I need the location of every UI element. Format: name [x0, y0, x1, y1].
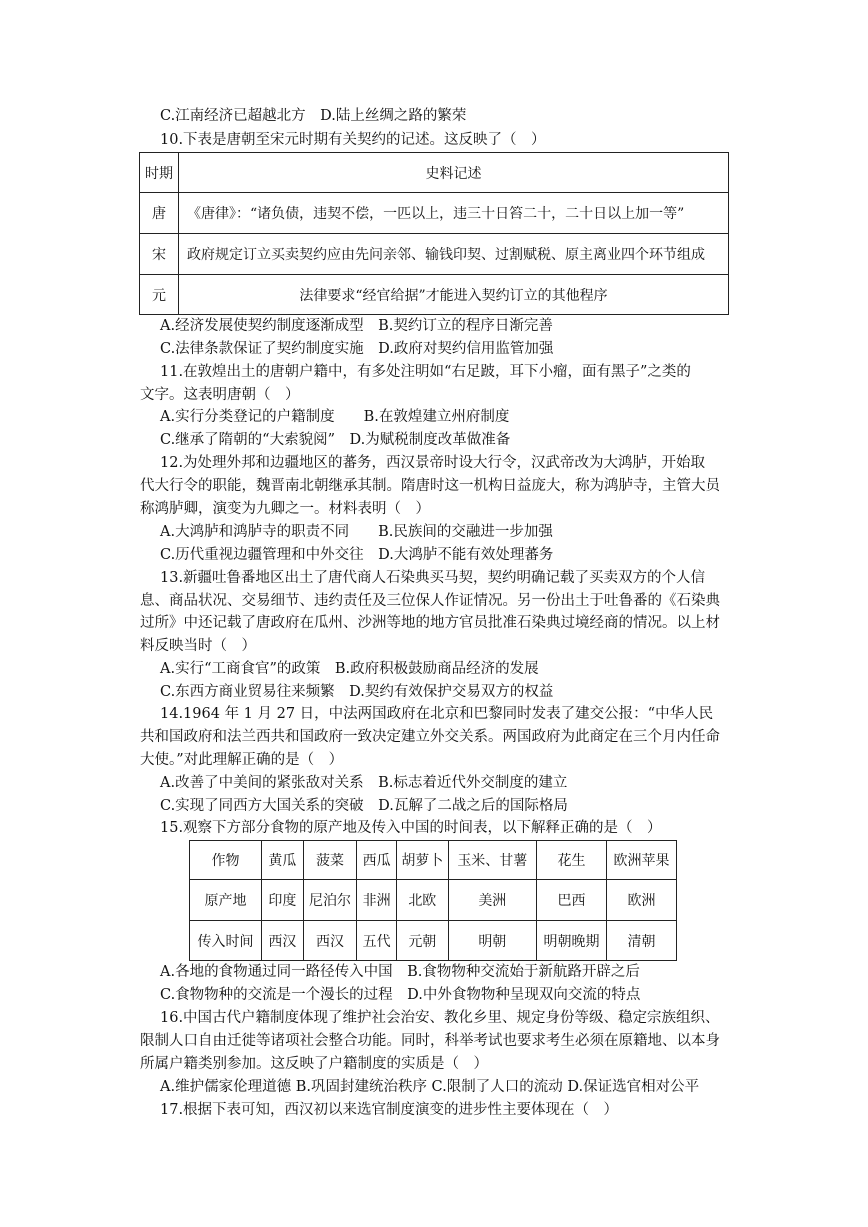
q11-stem-line: 11.在敦煌出土的唐朝户籍中，有多处注明如“右足跛，耳下小瘤，面有黑子”之类的 — [160, 364, 691, 380]
q14-stem-line: 14.1964 年 1 月 27 日，中法两国政府在北京和巴黎同时发表了建交公报：“中华人民 — [160, 706, 714, 722]
q12-options-cd: C.历代重视边疆管理和中外交往 D.大鸿胪不能有效处理蕃务 — [160, 547, 554, 563]
q14-stem-line: 大使。”对此理解正确的是（ ） — [140, 752, 344, 768]
table-cell: 元朝 — [396, 921, 448, 961]
q17-stem: 17.根据下表可知，西汉初以来选官制度演变的进步性主要体现在（ ） — [160, 1102, 619, 1118]
table-cell: 印度 — [262, 880, 304, 921]
q14-options-cd: C.实现了同西方大国关系的突破 D.瓦解了二战之后的国际格局 — [160, 798, 568, 814]
q15-table — [189, 840, 677, 961]
q13-stem-line: 13.新疆吐鲁番地区出土了唐代商人石染典买马契，契约明确记载了买卖双方的个人信 — [160, 570, 706, 586]
table-cell: 花生 — [536, 841, 606, 880]
table-cell: 尼泊尔 — [303, 880, 357, 921]
q16-stem-line: 16.中国古代户籍制度体现了维护社会治安、教化乡里、规定身份等级、稳定宗族组织、 — [160, 1010, 720, 1026]
table-cell: 欧洲 — [606, 880, 676, 921]
q10-table — [139, 152, 729, 315]
table-cell: 法律要求“经官给据”才能进入契约订立的其他程序 — [179, 275, 729, 315]
table-cell: 五代 — [357, 921, 397, 961]
table-cell: 传入时间 — [190, 921, 262, 961]
q15-stem: 15.观察下方部分食物的原产地及传入中国的时间表，以下解释正确的是（ ） — [160, 820, 662, 836]
q10-stem: 10.下表是唐朝至宋元时期有关契约的记述。这反映了（ ） — [160, 132, 546, 148]
table-row — [190, 880, 677, 921]
q16-options: A.维护儒家伦理道德 B.巩固封建统治秩序 C.限制了人口的流动 D.保证选官相对公平 — [160, 1079, 700, 1095]
table-cell: 元 — [140, 275, 179, 315]
q12-stem-line: 12.为处理外邦和边疆地区的蕃务，西汉景帝时设大行令，汉武帝改为大鸿胪，开始取 — [160, 455, 706, 471]
table-cell: 宋 — [140, 234, 179, 275]
q12-stem-line: 称鸿胪卿，演变为九卿之一。材料表明（ ） — [140, 501, 430, 517]
table-cell: 唐 — [140, 193, 179, 234]
table-row — [190, 921, 677, 961]
table-header-row — [140, 153, 729, 193]
table-cell: 西瓜 — [357, 841, 397, 880]
q11-options-ab: A.实行分类登记的户籍制度 B.在敦煌建立州府制度 — [160, 409, 510, 425]
q14-options-ab: A.改善了中美间的紧张敌对关系 B.标志着近代外交制度的建立 — [160, 775, 568, 791]
table-cell: 非洲 — [357, 880, 397, 921]
table-cell: 《唐律》：“诸负债，违契不偿，一匹以上，违三十日笞二十，二十日以上加一等” — [179, 193, 729, 234]
q12-stem-line: 代大行令的职能，魏晋南北朝继承其制。隋唐时这一机构日益庞大，称为鸿胪寺，主管大员 — [140, 478, 720, 494]
q15-options-cd: C.食物物种的交流是一个漫长的过程 D.中外食物物种呈现双向交流的特点 — [160, 987, 641, 1003]
q11-options-cd: C.继承了隋朝的“大索貌阅” D.为赋税制度改革做准备 — [160, 432, 511, 448]
q13-options-cd: C.东西方商业贸易往来频繁 D.契约有效保护交易双方的权益 — [160, 684, 554, 700]
table-cell: 政府规定订立买卖契约应由先问亲邻、输钱印契、过割赋税、原主离业四个环节组成 — [179, 234, 729, 275]
table-cell: 欧洲苹果 — [606, 841, 676, 880]
table-cell: 北欧 — [396, 880, 448, 921]
q15-options-ab: A.各地的食物通过同一路径传入中国 B.食物物种交流始于新航路开辟之后 — [160, 964, 640, 980]
table-row — [190, 841, 677, 880]
q11-stem-line: 文字。这表明唐朝（ ） — [140, 387, 300, 403]
table-cell: 原产地 — [190, 880, 262, 921]
table-cell: 作物 — [190, 841, 262, 880]
table-cell: 清朝 — [606, 921, 676, 961]
q14-stem-line: 共和国政府和法兰西共和国政府一致决定建立外交关系。两国政府为此商定在三个月内任命 — [140, 729, 720, 745]
q9-options-cd: C.江南经济已超越北方 D.陆上丝绸之路的繁荣 — [160, 108, 467, 124]
q16-stem-line: 限制人口自由迁徙等诸项社会整合功能。同时，科举考试也要求考生必须在原籍地、以本身 — [140, 1033, 720, 1049]
table-row — [140, 234, 729, 275]
table-cell: 西汉 — [303, 921, 357, 961]
q13-stem-line: 料反映当时（ ） — [140, 638, 256, 654]
table-cell: 玉米、甘薯 — [448, 841, 536, 880]
table-cell: 西汉 — [262, 921, 304, 961]
q13-options-ab: A.实行“工商食官”的政策 B.政府积极鼓励商品经济的发展 — [160, 661, 539, 677]
q12-options-ab: A.大鸿胪和鸿胪寺的职责不同 B.民族间的交融进一步加强 — [160, 524, 553, 540]
table-cell: 美洲 — [448, 880, 536, 921]
q13-stem-line: 过所》中还记载了唐政府在瓜州、沙洲等地的地方官员批准石染典过境经商的情况。以上材 — [140, 615, 720, 631]
table-header-cell: 时期 — [140, 153, 179, 193]
table-cell: 明朝晚期 — [536, 921, 606, 961]
q13-stem-line: 息、商品状况、交易细节、违约责任及三位保人作证情况。另一份出土于吐鲁番的《石染典 — [140, 593, 720, 609]
table-cell: 胡萝卜 — [396, 841, 448, 880]
q10-options-ab: A.经济发展使契约制度逐渐成型 B.契约订立的程序日渐完善 — [160, 318, 553, 334]
q10-options-cd: C.法律条款保证了契约制度实施 D.政府对契约信用监管加强 — [160, 341, 554, 357]
table-cell: 黄瓜 — [262, 841, 304, 880]
table-row — [140, 275, 729, 315]
table-cell: 明朝 — [448, 921, 536, 961]
table-cell: 巴西 — [536, 880, 606, 921]
table-row — [140, 193, 729, 234]
table-header-cell: 史料记述 — [179, 153, 729, 193]
table-cell: 菠菜 — [303, 841, 357, 880]
q16-stem-line: 所属户籍类别参加。这反映了户籍制度的实质是（ ） — [140, 1056, 488, 1072]
